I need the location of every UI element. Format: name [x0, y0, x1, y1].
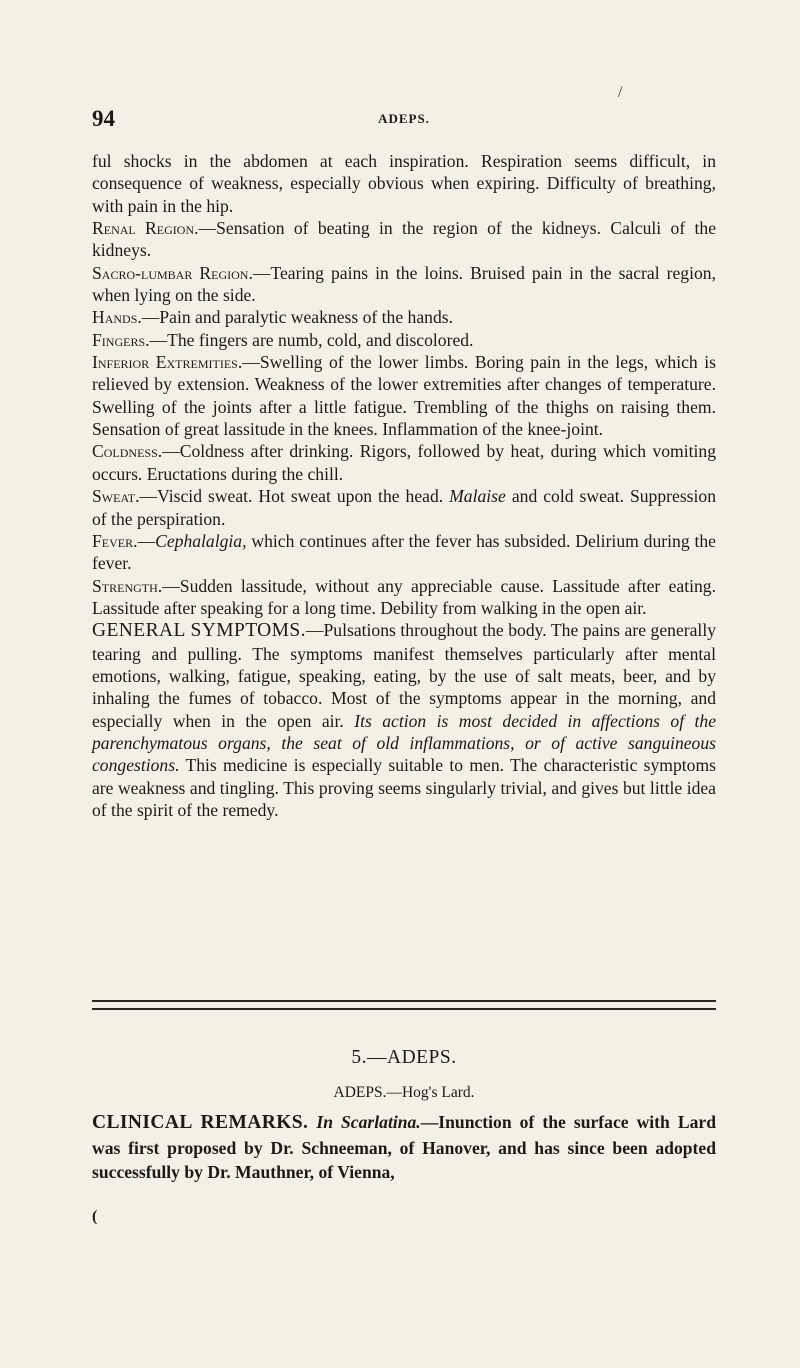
paragraph-text: —Tearing pains in the loins. Bruised pain in the sacral region, when lying on the side.: [92, 262, 716, 306]
dash: —: [137, 530, 156, 551]
paragraph-strength: [92, 575, 716, 620]
italic-term: Cephalalgia,: [155, 530, 247, 551]
paragraph-text: This medicine is especially suitable to men. The characteristic symptoms are weakness and tingling. This proving seems singularly trivial, and gives but little idea of the spirit of the remedy.: [92, 755, 716, 820]
italic-passage: Its action is most decided in affections of the parenchymatous organs, the seat of old inflammations, or of active sanguineous congestions.: [92, 710, 717, 776]
italic-term: In Scarlatina.: [316, 1112, 421, 1132]
paragraph-text: —Viscid sweat. Hot sweat upon the head.: [139, 486, 450, 507]
paragraph-text: —Sensation of beating in the region of the kidneys. Calculi of the kidneys.: [92, 218, 717, 261]
paragraph-text: —Sudden lassitude, without any appreciable cause. Lassitude after eating. Lassitude after speaking for a long time. Debility from walking in the open air.: [92, 575, 716, 618]
paragraph-text: —Pulsations throughout the body. The pains are generally tearing and pulling. The symptoms manifest themselves particularly after mental emotions, walking, fatigue, speaking, eating, by the use of salt meats, beer, and by inhaling the fumes of tobacco. Most of the symptoms appear in the morning, and especially when in the open air.: [92, 620, 717, 731]
section-heading: Renal Region.: [92, 218, 199, 239]
paragraph-sweat: [92, 485, 716, 530]
paragraph-text: —Pain and paralytic weakness of the hands.: [141, 307, 454, 328]
italic-term: Malaise: [449, 486, 506, 507]
section-heading: CLINICAL REMARKS.: [92, 1112, 309, 1133]
section-heading: Sweat.: [92, 486, 140, 507]
stray-mark: /: [618, 84, 623, 101]
section-heading: Hands.: [92, 307, 142, 328]
section-heading: Inferior Extremities.: [92, 352, 243, 373]
paragraph-text: —Swelling of the lower limbs. Boring pain in the legs, which is relieved by extension. Weakness of the lower extremities after changes of temperature. Swelling of the joints after a little fatigue. Trembling of the thighs on raising them. Sensation of great lassitude in the knees. Inflammation of the knee-joint.: [92, 352, 716, 440]
paragraph-text: —Inunction of the surface with Lard was first proposed by Dr. Schneeman, of Hanover, and has since been adopted successfully by Dr. Mauthner, of Vienna,: [92, 1112, 716, 1182]
running-head: ADEPS.: [378, 111, 430, 126]
section-heading: GENERAL SYMPTOMS.: [92, 620, 306, 642]
paragraph-clinical: [92, 1110, 716, 1185]
page-number: 94: [92, 106, 115, 131]
paragraph-renal-region: [92, 217, 716, 262]
paragraph-text: and cold sweat. Suppression of the perspiration.: [92, 486, 716, 529]
paragraph-continuation: [92, 150, 716, 217]
page-header: [92, 106, 716, 136]
paragraph-sacro-lumbar: [92, 262, 716, 307]
paragraph-text: which continues after the fever has subsided. Delirium during the fever.: [92, 530, 716, 574]
section-heading: Sacro-lumbar Region.: [92, 262, 253, 283]
paragraph-coldness: [92, 440, 716, 485]
paragraph-text: —The fingers are numb, cold, and discolored.: [149, 329, 474, 350]
paragraph-hands: [92, 306, 716, 328]
paragraph-general-symptoms: [92, 619, 716, 821]
paragraph-inferior-extremities: [92, 351, 716, 440]
section-divider: [92, 1000, 716, 1010]
paragraph-fingers: [92, 329, 716, 351]
section-title: 5.—ADEPS.: [351, 1047, 457, 1068]
paragraph-fever: [92, 530, 716, 575]
section-heading: Coldness.: [92, 441, 163, 462]
section-heading: Fever.: [92, 530, 138, 551]
section-heading: Fingers.: [92, 329, 150, 350]
paragraph-text: —Coldness after drinking. Rigors, followed by heat, during which vomiting occurs. Eructations during the chill.: [92, 441, 716, 484]
body-text: [92, 150, 716, 821]
section-heading: Strength.: [92, 575, 163, 596]
paragraph-text: ful shocks in the abdomen at each inspiration. Respiration seems difficult, in consequence of weakness, especially obvious when expiring. Difficulty of breathing, with pain in the hip.: [92, 151, 716, 216]
section-subtitle: ADEPS.—Hog's Lard.: [333, 1084, 475, 1101]
clinical-remarks: [92, 1110, 716, 1185]
stray-mark: (: [92, 1208, 98, 1225]
